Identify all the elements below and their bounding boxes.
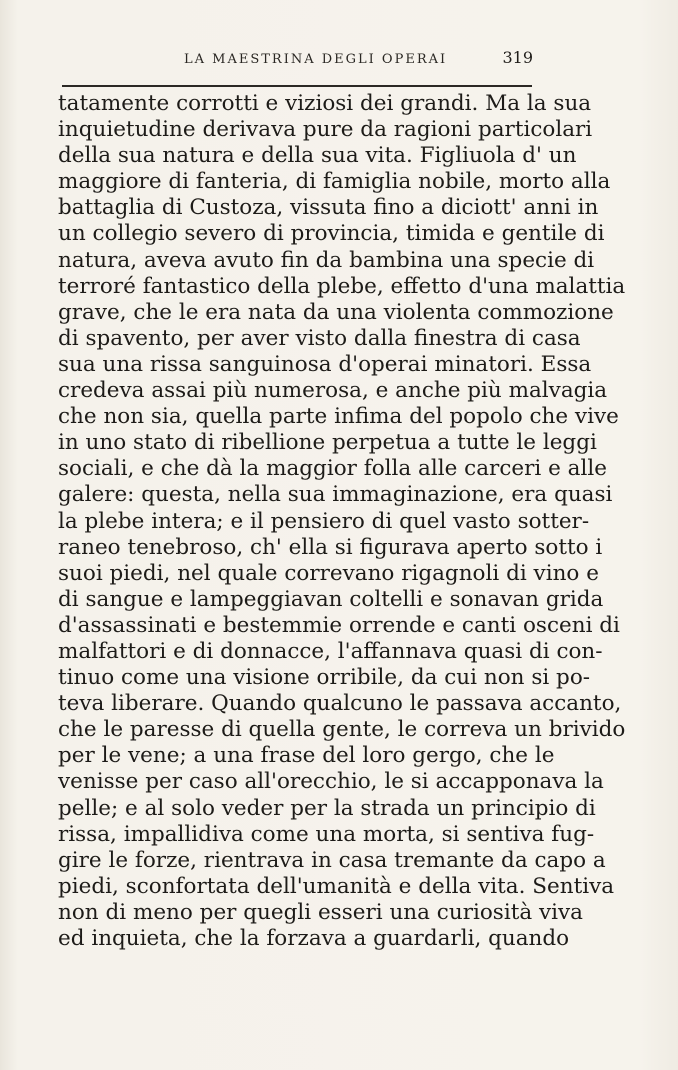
text-line: la plebe intera; e il pensiero di quel vasto sotter-	[58, 508, 590, 534]
text-line: in uno stato di ribellione perpetua a tutte le leggi	[58, 430, 597, 456]
text-line: tatamente corrotti e viziosi dei grandi. Ma la sua	[58, 91, 592, 116]
text-line: credeva assai più numerosa, e anche più malvagia	[58, 378, 608, 404]
text-line: battaglia di Custoza, vissuta fino a diciott' anni in	[58, 195, 599, 221]
text-line: galere: questa, nella sua immaginazione, era quasi	[58, 482, 613, 508]
text-line: sua una rissa sanguinosa d'operai minatori. Essa	[58, 351, 592, 377]
text-line: d'assassinati e bestemmie orrende e canti osceni di	[58, 612, 620, 638]
text-line: suoi piedi, nel quale correvano rigagnoli di vino e	[58, 560, 599, 586]
text-line: inquietudine derivava pure da ragioni particolari	[58, 117, 593, 143]
text-line: della sua natura e della sua vita. Figliuola d' un	[58, 143, 577, 169]
text-line: che le paresse di quella gente, le correva un brivido	[58, 717, 626, 743]
text-line: raneo tenebroso, ch' ella si figurava aperto sotto i	[58, 534, 603, 560]
text-line: che non sia, quella parte infima del popolo che vive	[58, 404, 619, 430]
text-line: ed inquieta, che la forzava a guardarli, quando	[58, 926, 570, 951]
text-line: un collegio severo di provincia, timida e gentile di	[58, 221, 605, 247]
text-line: terroré fantastico della plebe, effetto d'una malattia	[58, 273, 626, 299]
text-line: gire le forze, rientrava in casa tremante da capo a	[58, 847, 606, 873]
text-line: rissa, impallidiva come una morta, si sentiva fug-	[58, 821, 595, 847]
text-line: di spavento, per aver visto dalla finestra di casa	[58, 325, 581, 351]
body-text	[58, 91, 626, 952]
text-line: piedi, sconfortata dell'umanità e della vita. Sentiva	[58, 873, 615, 899]
text-line: grave, che le era nata da una violenta commozione	[58, 299, 614, 325]
text-line: malfattori e di donnacce, l'affannava quasi di con-	[58, 638, 603, 664]
text-line: per le vene; a una frase del loro gergo, che le	[58, 743, 555, 769]
page-number: 319	[502, 48, 533, 67]
text-line: venisse per caso all'orecchio, le si accapponava la	[58, 769, 604, 795]
text-line: sociali, e che dà la maggior folla alle carceri e alle	[58, 456, 607, 482]
text-line: tinuo come una visione orribile, da cui non si po-	[58, 665, 591, 691]
text-line: non di meno per quegli esseri una curiosità viva	[58, 899, 583, 925]
text-line: pelle; e al solo veder per la strada un principio di	[58, 795, 596, 821]
running-head	[60, 50, 540, 72]
text-line: natura, aveva avuto fin da bambina una specie di	[58, 247, 595, 273]
header-rule	[62, 85, 532, 87]
text-line: maggiore di fanteria, di famiglia nobile, morto alla	[58, 169, 611, 195]
running-title: LA MAESTRINA DEGLI OPERAI	[184, 52, 448, 67]
text-line: teva liberare. Quando qualcuno le passava accanto,	[58, 691, 622, 717]
text-line: di sangue e lampeggiavan coltelli e sonavan grida	[58, 586, 604, 612]
